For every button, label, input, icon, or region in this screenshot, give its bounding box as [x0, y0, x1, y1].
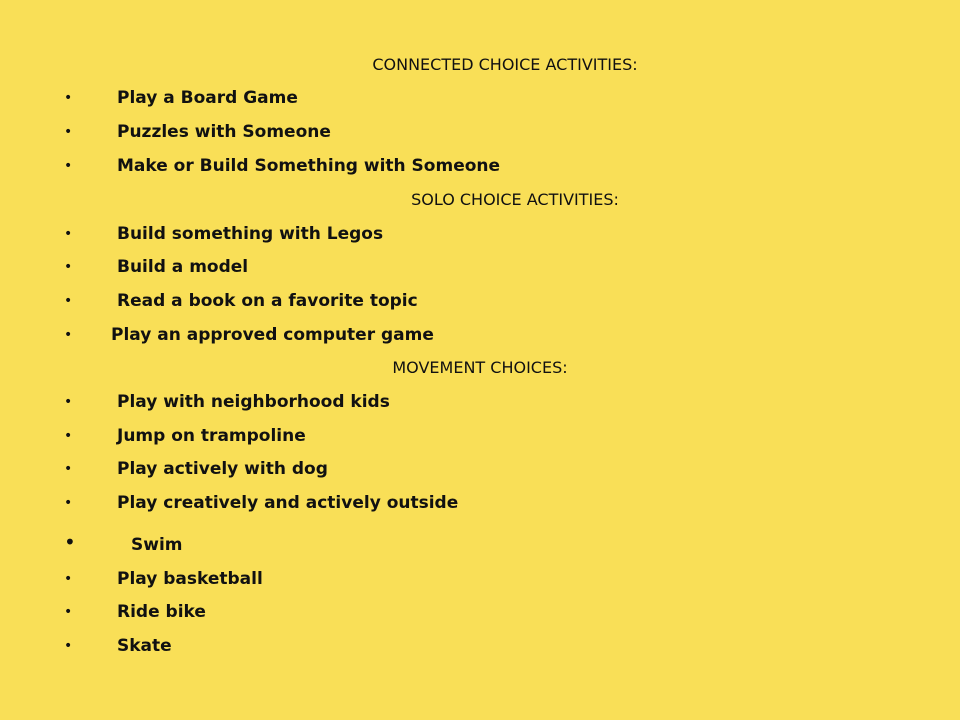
section-heading-movement: MOVEMENT CHOICES: — [392, 358, 568, 377]
list-item-label: Play a Board Game — [117, 88, 298, 108]
list-item-label: Play creatively and actively outside — [117, 493, 459, 513]
list-item-label: Play with neighborhood kids — [117, 392, 390, 412]
bullet-icon: • — [64, 158, 73, 174]
section-heading-solo: SOLO CHOICE ACTIVITIES: — [411, 190, 619, 209]
list-item-label: Puzzles with Someone — [117, 122, 331, 142]
bullet-icon: • — [64, 259, 73, 275]
bullet-icon: • — [64, 90, 73, 106]
list-item-label: Build a model — [117, 257, 249, 277]
bullet-icon: • — [64, 327, 73, 343]
bullet-icon: • — [64, 604, 73, 620]
bullet-icon: • — [64, 638, 73, 654]
bullet-icon: • — [64, 428, 73, 444]
list-item-label: Make or Build Something with Someone — [117, 156, 501, 176]
list-item-label: Ride bike — [117, 602, 206, 622]
bullet-icon: • — [64, 293, 73, 309]
list-item-label: Swim — [131, 535, 183, 555]
section-heading-connected: CONNECTED CHOICE ACTIVITIES: — [372, 55, 638, 74]
list-item-label: Play an approved computer game — [111, 325, 434, 345]
bullet-icon: • — [64, 226, 73, 242]
bullet-icon: • — [64, 530, 76, 554]
bullet-icon: • — [64, 461, 73, 477]
list-item-label: Play actively with dog — [117, 459, 328, 479]
bullet-icon: • — [64, 394, 73, 410]
list-item-label: Skate — [117, 636, 172, 656]
list-item-label: Play basketball — [117, 569, 263, 589]
bullet-icon: • — [64, 495, 73, 511]
list-item-label: Build something with Legos — [117, 224, 384, 244]
bullet-icon: • — [64, 124, 73, 140]
list-item-label: Jump on trampoline — [117, 426, 306, 446]
list-item-label: Read a book on a favorite topic — [117, 291, 418, 311]
bullet-icon: • — [64, 571, 73, 587]
